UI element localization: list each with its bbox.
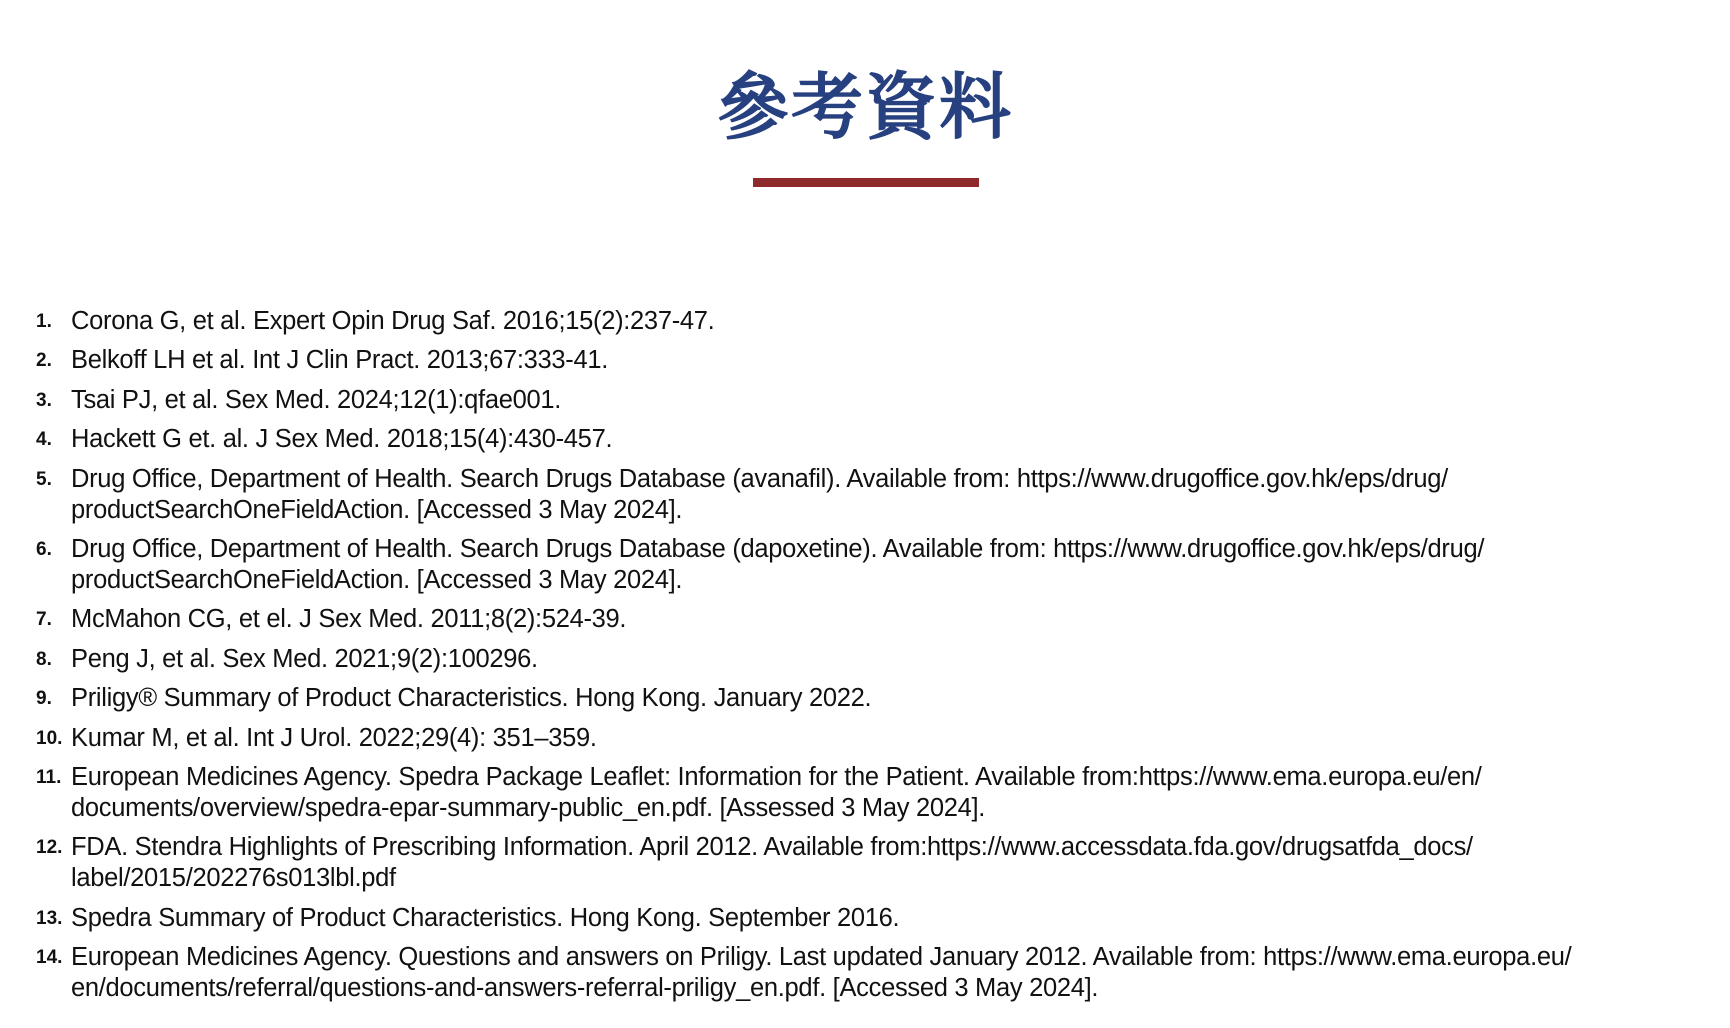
reference-line: Hackett G et. al. J Sex Med. 2018;15(4):430-457. [71,425,613,454]
reference-item [0,604,1571,635]
reference-text [71,604,626,635]
page-title: 參考資料 [716,65,1013,149]
reference-text [71,345,608,376]
reference-line: European Medicines Agency. Spedra Package Leaflet: Information for the Patient. Available from:https://www.ema.europa.eu/en/ [71,762,1482,791]
reference-number: 3. [36,389,52,411]
reference-line: productSearchOneFieldAction. [Accessed 3 May 2024]. [71,495,683,524]
reference-line: McMahon CG, et el. J Sex Med. 2011;8(2):524-39. [71,605,627,634]
reference-number: 1. [36,311,52,332]
reference-text [71,762,1482,824]
reference-line: productSearchOneFieldAction. [Accessed 3 May 2024]. [71,565,683,594]
reference-line: Belkoff LH et al. Int J Clin Pract. 2013;67:333-41. [71,346,609,375]
reference-item [0,424,1571,455]
reference-number: 8. [36,648,52,670]
reference-text [71,534,1484,596]
reference-line: Kumar M, et al. Int J Urol. 2022;29(4): 351–359. [71,723,597,752]
reference-text [71,306,714,337]
reference-item [0,345,1571,376]
reference-text [71,644,538,675]
reference-text [71,942,1571,1004]
reference-line: Drug Office, Department of Health. Search Drugs Database (avanafil). Available from: https://www.drugoffice.gov.hk/eps/drug/ [71,464,1448,493]
reference-text [71,832,1473,894]
reference-number: 6. [36,538,52,560]
reference-line: Spedra Summary of Product Characteristics. Hong Kong. September 2016. [71,903,900,932]
reference-item [0,762,1571,824]
reference-line: FDA. Stendra Highlights of Prescribing Information. April 2012. Available from:https://www.accessdata.fda.gov/drugsatfda_docs/ [71,833,1473,862]
reference-text [71,464,1448,526]
reference-text [71,683,871,714]
reference-number: 4. [36,429,52,451]
reference-item [0,942,1571,1004]
reference-number: 2. [36,350,52,372]
reference-item [0,683,1571,714]
reference-line: Peng J, et al. Sex Med. 2021;9(2):100296. [71,644,538,673]
reference-number: 9. [36,688,52,710]
reference-number: 13. [36,907,63,929]
reference-line: en/documents/referral/questions-and-answers-referral-priligy_en.pdf. [Accessed 3 May 2024]. [71,974,1099,1003]
reference-line: documents/overview/spedra-epar-summary-public_en.pdf. [Assessed 3 May 2024]. [71,793,986,822]
reference-line: Corona G, et al. Expert Opin Drug Saf. 2016;15(2):237-47. [71,307,715,335]
reference-item [0,723,1571,754]
reference-text [71,723,597,754]
reference-number: 14. [36,947,63,969]
reference-item [0,903,1571,934]
reference-item [0,464,1571,526]
reference-text [71,385,561,416]
reference-item [0,534,1571,596]
reference-list [0,306,1571,1012]
reference-item [0,832,1571,894]
reference-text [71,903,899,934]
reference-item [0,306,1571,337]
reference-line: label/2015/202276s013lbl.pdf [71,864,396,893]
reference-line: European Medicines Agency. Questions and answers on Priligy. Last updated January 2012. Available from: https://www.ema.europa.eu/ [71,943,1572,972]
reference-number: 5. [36,468,52,490]
reference-text [71,424,612,455]
title-underline-divider [753,178,979,187]
reference-item [0,385,1571,416]
reference-line: Tsai PJ, et al. Sex Med. 2024;12(1):qfae001. [71,385,562,414]
reference-number: 10. [36,727,63,749]
reference-item [0,644,1571,675]
reference-number: 12. [36,837,63,859]
reference-line: Drug Office, Department of Health. Search Drugs Database (dapoxetine). Available from: https://www.drugoffice.gov.hk/eps/drug/ [71,534,1485,563]
reference-line: Priligy® Summary of Product Characteristics. Hong Kong. January 2022. [71,684,872,713]
reference-number: 11. [36,766,62,788]
reference-number: 7. [36,609,52,631]
